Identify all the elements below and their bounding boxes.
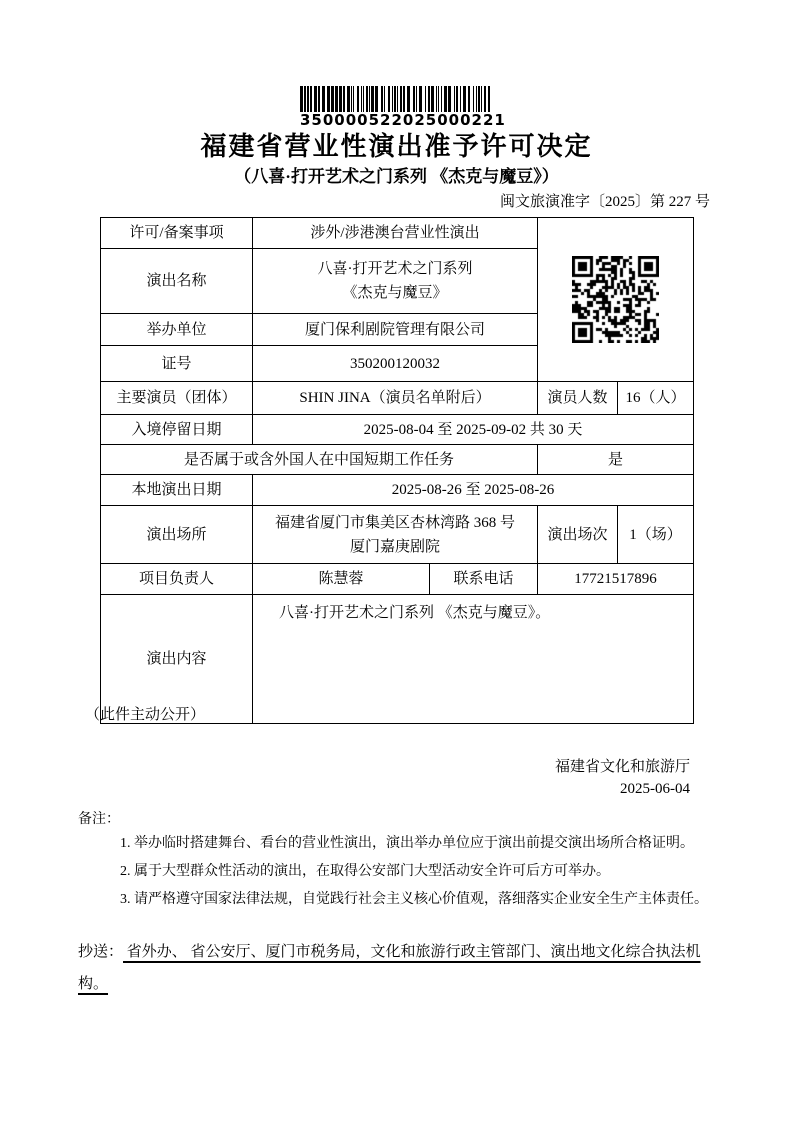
page-title: 福建省营业性演出准予许可决定 xyxy=(200,131,593,161)
performers-label: 主要演员（团体） xyxy=(101,382,253,415)
table-row xyxy=(101,445,694,475)
remark-item: 1. 举办临时搭建舞台、看台的营业性演出，演出举办单位应于演出前提交演出场所合格证明。 xyxy=(120,836,694,851)
table-row xyxy=(101,506,694,564)
issue-date: 2025-06-04 xyxy=(620,781,690,797)
show-name-value xyxy=(253,249,538,314)
sessions-label: 演出场次 xyxy=(538,506,618,564)
venue-line2: 厦门嘉庚剧院 xyxy=(350,538,441,555)
organizer-value: 厦门保利剧院管理有限公司 xyxy=(253,314,538,346)
show-name-line1: 八喜·打开艺术之门系列 xyxy=(317,261,473,277)
qr-code-icon xyxy=(572,256,659,343)
table-row xyxy=(101,415,694,445)
barcode-bars-icon xyxy=(300,86,492,112)
local-dates-label: 本地演出日期 xyxy=(101,475,253,506)
cc-recipients: 省外办、 省公安厅、厦门市税务局，文化和旅游行政主管部门、演出地文化综合执法机构。 xyxy=(78,944,701,992)
permit-item-label: 许可/备案事项 xyxy=(101,218,253,249)
remarks-label: 备注： xyxy=(78,812,120,827)
entry-stay-label: 入境停留日期 xyxy=(101,415,253,445)
performers-value: SHIN JINA（演员名单附后） xyxy=(253,382,538,415)
venue-label: 演出场所 xyxy=(101,506,253,564)
table-row xyxy=(101,218,694,249)
sessions-value: 1（场） xyxy=(618,506,694,564)
venue-value xyxy=(253,506,538,564)
cert-no-value: 350200120032 xyxy=(253,346,538,382)
remark-item: 3. 请严格遵守国家法律法规，自觉践行社会主义核心价值观，落细落实企业安全生产主体责任。 xyxy=(120,892,708,907)
permit-item-value: 涉外/涉港澳台营业性演出 xyxy=(253,218,538,249)
content-label: 演出内容 xyxy=(101,595,253,724)
performer-count-value: 16（人） xyxy=(618,382,694,415)
manager-value: 陈慧蓉 xyxy=(253,564,430,595)
table-row xyxy=(101,382,694,415)
short-term-work-answer: 是 xyxy=(538,445,694,475)
phone-label: 联系电话 xyxy=(430,564,538,595)
barcode-number: 350000522025000221 xyxy=(300,111,506,129)
table-row xyxy=(101,475,694,506)
venue-line1: 福建省厦门市集美区杏林湾路 368 号 xyxy=(275,514,516,531)
show-name-line2: 《杰克与魔豆》 xyxy=(342,285,448,301)
remarks-list xyxy=(120,836,740,920)
permit-table xyxy=(100,217,694,724)
qr-code-cell xyxy=(538,218,694,382)
table-row xyxy=(101,564,694,595)
disclosure-note: （此件主动公开） xyxy=(85,707,206,723)
content-value: 八喜·打开艺术之门系列 《杰克与魔豆》。 xyxy=(253,595,694,724)
manager-label: 项目负责人 xyxy=(101,564,253,595)
phone-value: 17721517896 xyxy=(538,564,694,595)
page-subtitle: （八喜·打开艺术之门系列 《杰克与魔豆》） xyxy=(234,167,559,186)
issuing-authority: 福建省文化和旅游厅 xyxy=(554,759,690,775)
organizer-label: 举办单位 xyxy=(101,314,253,346)
cc-label: 抄送： xyxy=(78,944,124,960)
show-name-label: 演出名称 xyxy=(101,249,253,314)
remark-item: 2. 属于大型群众性活动的演出，在取得公安部门大型活动安全许可后方可举办。 xyxy=(120,864,610,879)
barcode xyxy=(300,86,506,129)
cc-block xyxy=(78,936,722,1000)
performer-count-label: 演员人数 xyxy=(538,382,618,415)
local-dates-value: 2025-08-26 至 2025-08-26 xyxy=(253,475,694,506)
entry-stay-value: 2025-08-04 至 2025-09-02 共 30 天 xyxy=(253,415,694,445)
short-term-work-question: 是否属于或含外国人在中国短期工作任务 xyxy=(101,445,538,475)
cert-no-label: 证号 xyxy=(101,346,253,382)
document-number: 闽文旅演准字〔2025〕第 227 号 xyxy=(499,194,710,210)
